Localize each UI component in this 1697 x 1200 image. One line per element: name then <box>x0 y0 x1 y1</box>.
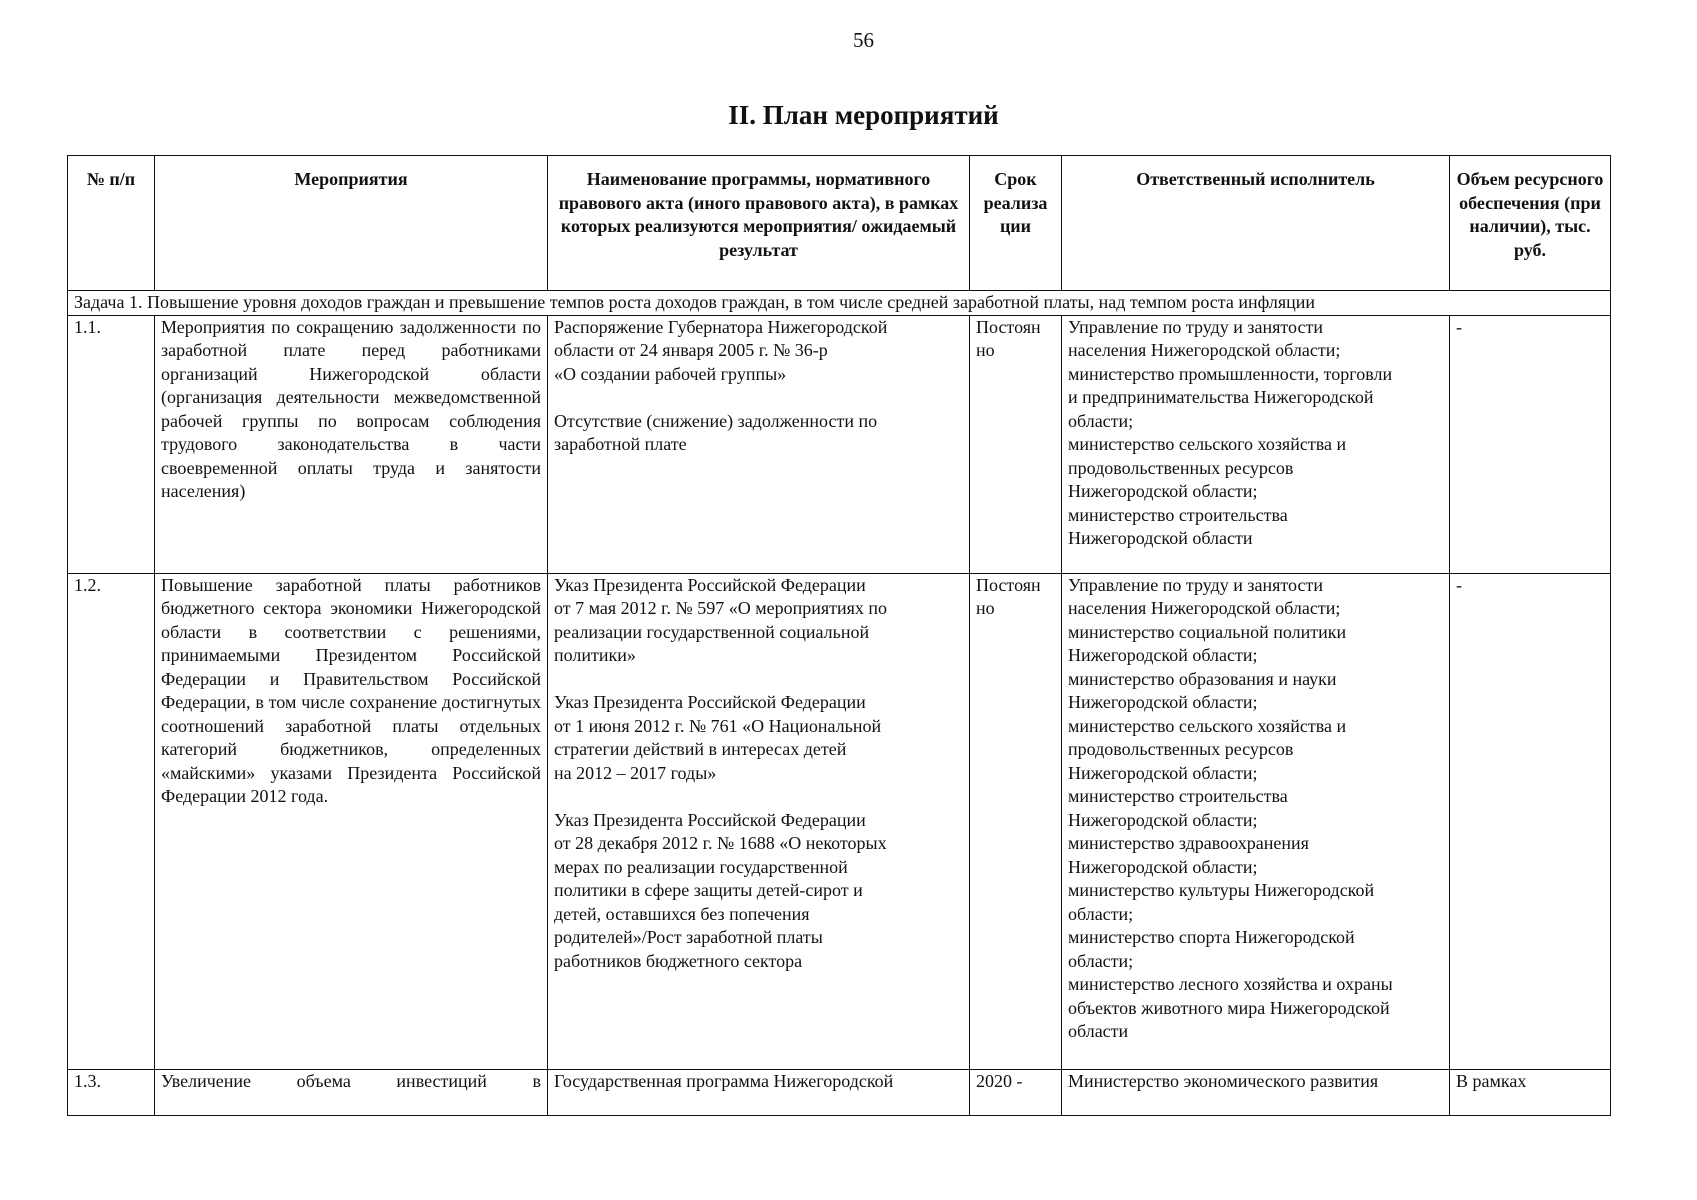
row-program: Указ Президента Российской Федерации от 7 мая 2012 г. № 597 «О мероприятиях по реализации государственной социальной политики» Указ Президента Российской Федерации от 1 июня 2012 г. № 761 «О Национальной стратегии действий в интересах детей на 2012 – 2017 годы» Указ Президента Российской Федерации от 28 декабря 2012 г. № 1688 «О некоторых мерах по реализации государственной политики в сфере защиты детей-сирот и детей, оставшихся без попечения родителей»/Рост заработной платы работников бюджетного сектора <box>548 573 970 1069</box>
header-executor: Ответственный исполнитель <box>1062 156 1450 291</box>
section-title: II. План мероприятий <box>728 100 999 130</box>
row-measure: Повышение заработной платы работников бюджетного сектора экономики Нижегородской области в соответствии с решениями, принимаемыми Президентом Российской Федерации и Правительством Российской Федерации, в том числе сохранение достигнутых соотношений заработной платы отдельных категорий бюджетников, определенных «майскими» указами Президента Российской Федерации 2012 года. <box>155 573 548 1069</box>
header-num: № п/п <box>68 156 155 291</box>
row-resources: - <box>1450 315 1611 573</box>
table-header-row <box>68 156 1611 291</box>
row-term: Постоян но <box>970 315 1062 573</box>
row-num: 1.2. <box>68 573 155 1069</box>
header-measure: Мероприятия <box>155 156 548 291</box>
header-term: Срок реализа ции <box>970 156 1062 291</box>
row-executor: Управление по труду и занятости населения Нижегородской области; министерство промышленности, торговли и предпринимательства Нижегородской области; министерство сельского хозяйства и продовольственных ресурсов Нижегородской области; министерство строительства Нижегородской области <box>1062 315 1450 573</box>
row-term: 2020 - <box>970 1069 1062 1115</box>
table-row <box>68 315 1611 573</box>
row-executor: Министерство экономического развития <box>1062 1069 1450 1115</box>
row-resources: - <box>1450 573 1611 1069</box>
page-number: 56 <box>853 28 874 52</box>
row-term: Постоян но <box>970 573 1062 1069</box>
row-resources: В рамках <box>1450 1069 1611 1115</box>
row-measure: Мероприятия по сокращению задолженности по заработной плате перед работниками организаций Нижегородской области (организация деятельности межведомственной рабочей группы по вопросам соблюдения трудового законодательства в части своевременной оплаты труда и занятости населения) <box>155 315 548 573</box>
task-row <box>68 291 1611 316</box>
plan-table <box>67 155 1611 1116</box>
row-program: Государственная программа Нижегородской <box>548 1069 970 1115</box>
row-measure: Увеличение объема инвестиций в <box>155 1069 548 1115</box>
row-num: 1.3. <box>68 1069 155 1115</box>
row-num: 1.1. <box>68 315 155 573</box>
table-row <box>68 573 1611 1069</box>
row-program: Распоряжение Губернатора Нижегородской области от 24 января 2005 г. № 36-р «О создании рабочей группы» Отсутствие (снижение) задолженности по заработной плате <box>548 315 970 573</box>
table-row <box>68 1069 1611 1115</box>
header-resources: Объем ресурсного обеспечения (при наличии), тыс. руб. <box>1450 156 1611 291</box>
header-program: Наименование программы, нормативного правового акта (иного правового акта), в рамках которых реализуются мероприятия/ ожидаемый результат <box>548 156 970 291</box>
row-executor: Управление по труду и занятости населения Нижегородской области; министерство социальной политики Нижегородской области; министерство образования и науки Нижегородской области; министерство сельского хозяйства и продовольственных ресурсов Нижегородской области; министерство строительства Нижегородской области; министерство здравоохранения Нижегородской области; министерство культуры Нижегородской области; министерство спорта Нижегородской области; министерство лесного хозяйства и охраны объектов животного мира Нижегородской области <box>1062 573 1450 1069</box>
task-1-text: Задача 1. Повышение уровня доходов граждан и превышение темпов роста доходов граждан, в том числе средней заработной платы, над темпом роста инфляции <box>68 291 1611 316</box>
